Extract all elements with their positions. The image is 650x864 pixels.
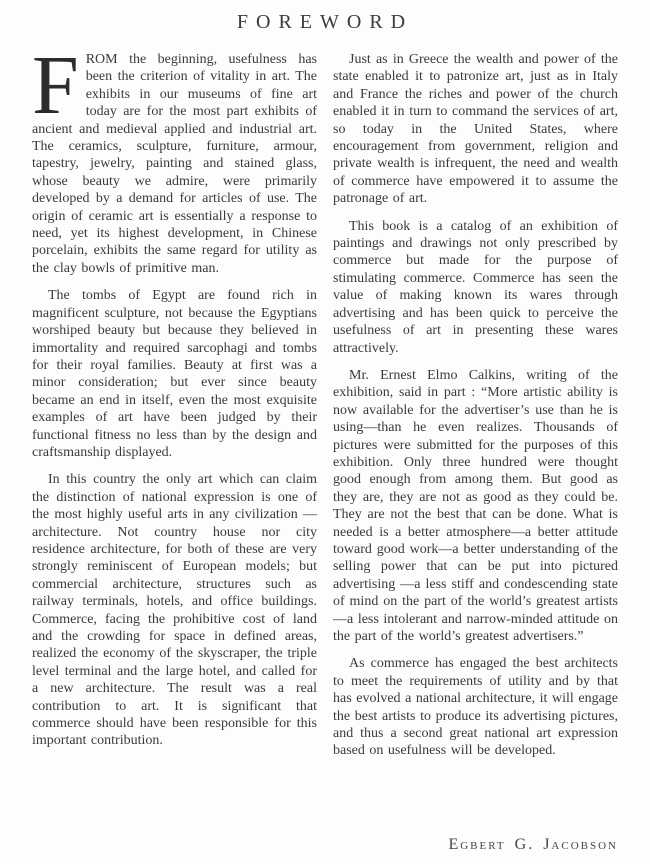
text-columns [0, 39, 650, 770]
paragraph-conclusion: As commerce has engaged the best architects to meet the requirements of utility and by that has evolved a national architecture, it will engage the best artists to produce its advertising pictures, and thus a second great national art expression based on usefulness will be developed. [333, 656, 618, 759]
paragraph-tombs-of-egypt: The tombs of Egypt are found rich in magnificent sculpture, not because the Egyptians worshiped beauty but because they believed in immortality and required sarcophagi and tombs for their royal families. Beauty at first was a minor consideration; but ever since beauty became an end in itself, even the most exquisite examples of art have been judged by their functional fitness no less than by the design and craftsmanship displayed. [32, 288, 317, 460]
right-column [333, 51, 618, 770]
left-column [32, 39, 317, 770]
paragraph-greece-patronage: Just as in Greece the wealth and power of the state enabled it to patronize art, just as in Italy and France the riches and power of the church enabled it in turn to command the services of art, so today in the United States, where encouragement from government, religion and private wealth is infrequent, the need and wealth of commerce have empowered it to assume the patronage of art. [333, 52, 618, 207]
lead-paragraph [32, 39, 317, 277]
paragraph-book-catalog: This book is a catalog of an exhibition of paintings and drawings not only prescribed by commerce but made for the purpose of stimulating commerce. Commerce has seen the value of making known its wares through advertising and has been quick to perceive the usefulness of art in presenting these wares attractively. [333, 218, 618, 356]
paragraph-calkins-quote: Mr. Ernest Elmo Calkins, writing of the exhibition, said in part : “More artistic ability is now available for the advertiser’s use than he is using—than he even realizes. Thousands of pictures were submitted for the purposes of this exhibition. Only three hundred were thought good enough from among them. But good as they are, they are not as good as they could be. They are not the best that can be done. What is needed is a better atmosphere—a better attitude toward good work—a better understanding of the selling power that can be put into pictured advertising —a less stiff and condescending state of mind on the part of the world’s greatest artists—a less intolerant and narrow-minded attitude on the part of the world’s greatest advertisers.” [333, 367, 618, 644]
author-signature: Egbert G. Jacobson [448, 836, 618, 853]
page-title: FOREWORD [236, 11, 414, 33]
lead-paragraph-text: ROM the beginning, usefulness has been the criterion of vitality in art. The exhibits in our museums of fine art today are for the most part exhibits of ancient and medieval applied and industrial art. The ceramics, sculpture, furniture, armour, tapestry, jewelry, painting and stained glass, whose beauty we admire, were primarily developed by a demand for articles of use. The origin of ceramic art is essentially a response to need, yet its highest development, in Chinese porcelain, exhibits the same regard for utility as the clay bowls of primitive man. [32, 52, 317, 276]
drop-cap: F [32, 39, 79, 132]
paragraph-national-expression: In this country the only art which can claim the distinction of national expression is one of the most highly useful arts in any civilization — architecture. Not country house nor city residence architecture, for both of these are very strongly reminiscent of European models; but commercial architecture, structures such as railway terminals, hotels, and office buildings. Commerce, facing the prohibitive cost of land and the crowding for space in defined areas, realized the economy of the skyscraper, the triple level terminal and the large hotel, and called for a new architecture. The result was a real contribution to art. It is significant that commerce should have been responsible for this important contribution. [32, 472, 317, 749]
